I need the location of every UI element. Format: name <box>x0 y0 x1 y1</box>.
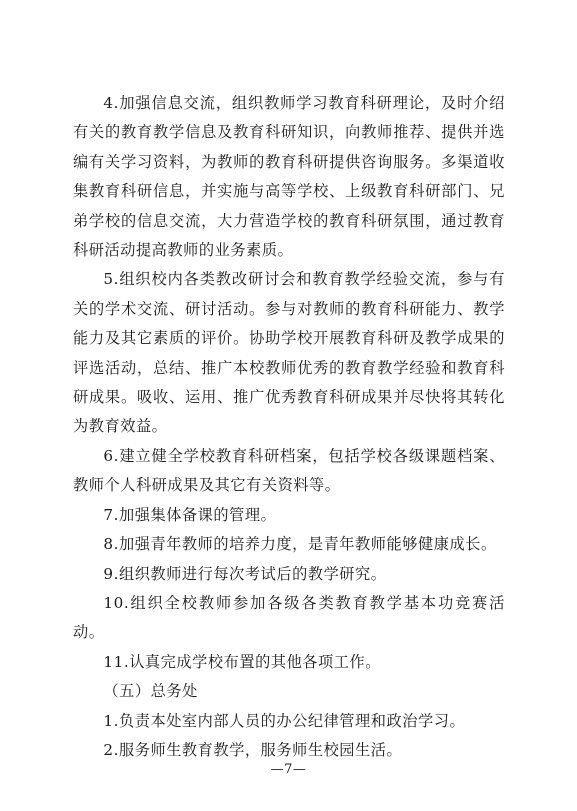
paragraph-item-10: 10.组织全校教师参加各级各类教育教学基本功竞赛活动。 <box>73 593 505 642</box>
paragraph-item-1: 1.负责本处室内部人员的办公纪律管理和政治学习。 <box>103 711 466 730</box>
paragraph-item-5: 5.组织校内各类教改研讨会和教育教学经验交流，参与有关的学术交流、研讨活动。参与对教师的教育科研能力、教学能力及其它素质的评价。协助学校开展教育科研及教学成果的评选活动，总结、推广本校教师优秀的教育教学经验和教育科研成果。吸收、运用、推广优秀教育科研成果并尽快将其转化为教育效益。 <box>73 270 505 436</box>
document-body <box>73 89 505 765</box>
paragraph-item-9: 9.组织教师进行每次考试后的教学研究。 <box>103 564 387 583</box>
section-heading-general-affairs: （五）总务处 <box>103 682 198 701</box>
paragraph-item-8: 8.加强青年教师的培养力度，是青年教师能够健康成长。 <box>103 535 497 554</box>
page-number: —7— <box>270 762 307 777</box>
paragraph-item-6: 6.建立健全学校教育科研档案，包括学校各级课题档案、教师个人科研成果及其它有关资料等。 <box>73 446 505 495</box>
paragraph-item-7: 7.加强集体备课的管理。 <box>103 505 277 524</box>
paragraph-item-2: 2.服务师生教育教学，服务师生校园生活。 <box>103 740 403 759</box>
paragraph-item-11: 11.认真完成学校布置的其他各项工作。 <box>103 652 381 671</box>
paragraph-item-4: 4.加强信息交流，组织教师学习教育科研理论，及时介绍有关的教育教学信息及教育科研知识，向教师推荐、提供并选编有关学习资料，为教师的教育科研提供咨询服务。多渠道收集教育科研信息，并实施与高等学校、上级教育科研部门、兄弟学校的信息交流，大力营造学校的教育科研氛围，通过教育科研活动提高教师的业务素质。 <box>73 94 505 260</box>
